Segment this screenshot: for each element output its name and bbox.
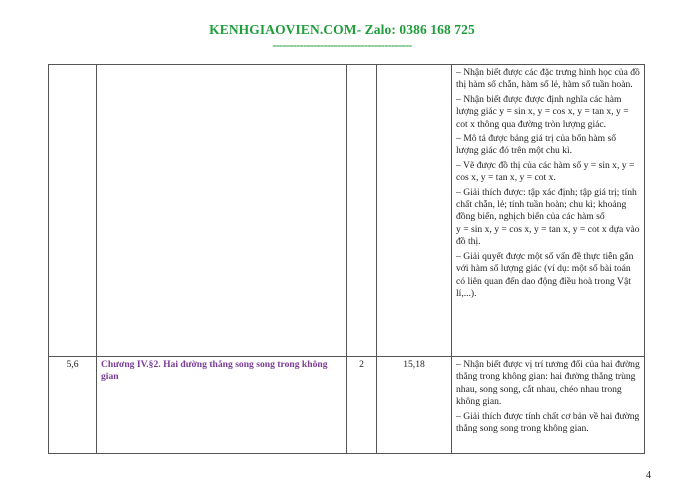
requirement-item: – Mô tả được bảng giá trị của bốn hàm số lượng giác đó trên một chu kì. bbox=[456, 133, 617, 157]
period-count bbox=[347, 65, 377, 357]
requirements-cell bbox=[452, 357, 645, 454]
lesson-title bbox=[97, 65, 347, 357]
requirement-item: – Nhận biết được được định nghĩa các hàm lượng giác y = sin x, y = cos x, y = tan x, y = cot x thông qua đường tròn lượng giác. bbox=[456, 93, 629, 130]
table-row bbox=[49, 65, 645, 357]
requirement-item: – Nhận biết được vị trí tương đối của hai đường thẳng trong không gian: hai đường thẳng trùng nhau, song song, cắt nhau, chéo nhau trong không gian. bbox=[456, 359, 640, 408]
row-index: 5,6 bbox=[49, 357, 97, 454]
row-index bbox=[49, 65, 97, 357]
week-numbers bbox=[377, 65, 452, 357]
requirement-item: – Nhận biết được các đặc trưng hình học của đồ thị hàm số chẵn, hàm số lẻ, hàm số tuần hoàn. bbox=[456, 67, 640, 91]
header-underline: ----------------------------------------- bbox=[272, 38, 412, 52]
table-row bbox=[49, 357, 645, 454]
requirement-item: y = sin x, y = cos x, y = tan x, y = cot x dựa vào đồ thị. bbox=[456, 223, 640, 248]
requirement-item: – Vẽ được đồ thị của các hàm số y = sin x, y = cos x, y = tan x, y = cot x. bbox=[456, 159, 635, 184]
page-header-title: KENHGIAOVIEN.COM- Zalo: 0386 168 725 bbox=[209, 22, 475, 37]
requirements-cell bbox=[452, 65, 645, 357]
page-number: 4 bbox=[646, 470, 651, 481]
week-numbers: 15,18 bbox=[377, 357, 452, 454]
curriculum-table bbox=[48, 64, 645, 454]
lesson-title: Chương IV.§2. Hai đường thẳng song song trong không gian bbox=[97, 357, 347, 454]
requirement-item: – Giải thích được tính chất cơ bản về hai đường thẳng song song trong không gian. bbox=[456, 410, 640, 435]
requirement-item: – Giải quyết được một số vấn đề thực tiễn gắn với hàm số lượng giác (ví dụ: một số bài toán có liên quan đến dao động điều hoà trong Vật lí,...). bbox=[456, 250, 634, 299]
period-count: 2 bbox=[347, 357, 377, 454]
requirement-item: – Giải thích được: tập xác định; tập giá trị; tính chất chẵn, lẻ; tính tuần hoàn; chu kì; khoảng đồng biến, nghịch biến của các hàm số bbox=[456, 186, 637, 223]
